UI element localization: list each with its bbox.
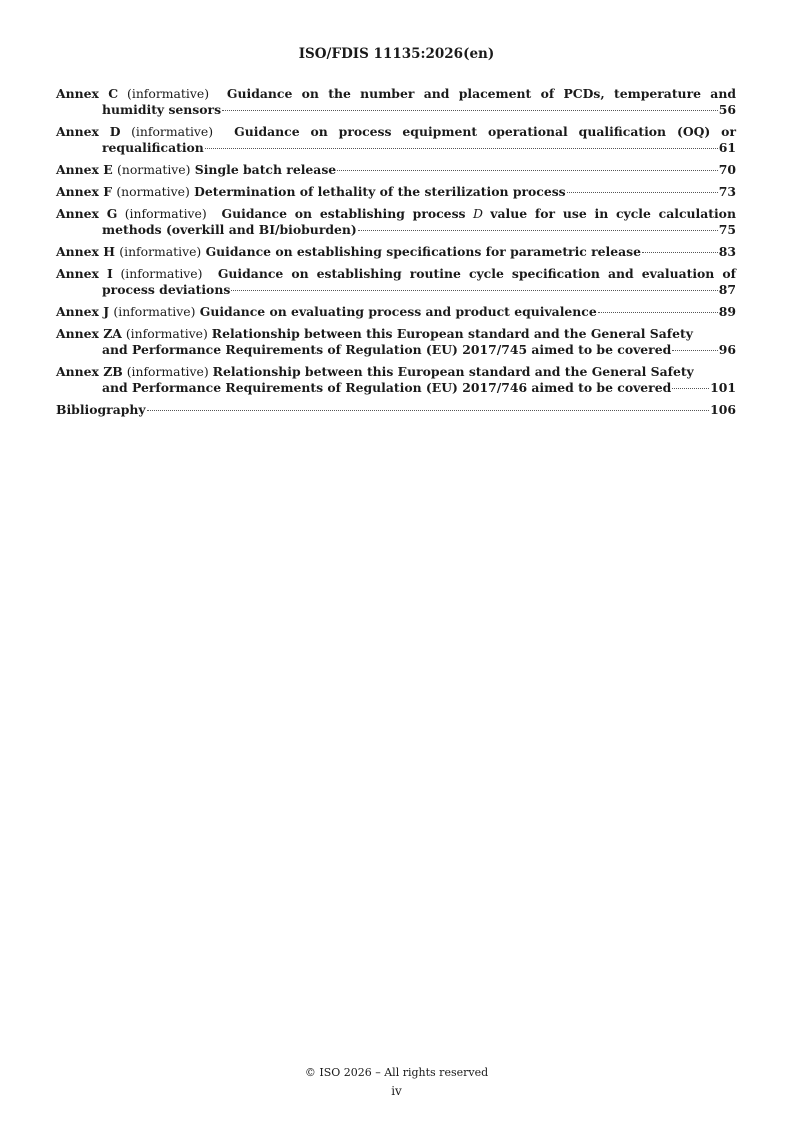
annex-title-line-1: Relationship between this European standard and the General Safety <box>211 326 693 341</box>
annex-title-line-2: methods (overkill and BI/bioburden) <box>102 222 357 237</box>
annex-label: Annex ZB <box>56 364 123 379</box>
page-number: 61 <box>718 140 736 155</box>
annex-title-line-2: and Performance Requirements of Regulation (EU) 2017/746 aimed to be covered <box>102 380 672 395</box>
page-number: 70 <box>718 162 736 177</box>
annex-label: Annex D <box>56 124 121 139</box>
annex-title-line-1: Guidance on the number and placement of PCDs, temperature and <box>226 86 736 101</box>
copyright-footer: © ISO 2026 – All rights reserved <box>304 1066 489 1079</box>
annex-title: Determination of lethality of the sterilization process <box>194 184 566 199</box>
annex-title-line-2: requalification <box>102 140 204 155</box>
annex-label: Annex H <box>56 244 115 259</box>
toc-entry-annex-zb[interactable] <box>56 364 736 396</box>
annex-type: (informative) <box>125 326 208 341</box>
page-number: 87 <box>718 282 736 297</box>
dot-leader <box>672 388 709 389</box>
dot-leader <box>231 290 717 291</box>
dot-leader <box>205 148 718 149</box>
annex-title: Guidance on evaluating process and product equivalence <box>199 304 597 319</box>
dot-leader <box>147 410 710 411</box>
annex-type: (informative) <box>119 244 202 259</box>
annex-label: Annex C <box>56 86 119 101</box>
annex-label: Annex I <box>56 266 113 281</box>
page-number: 73 <box>718 184 736 199</box>
toc-entry-annex-i[interactable] <box>56 266 736 298</box>
d-variable: D <box>472 206 483 221</box>
toc-entry-annex-e[interactable] <box>56 162 736 178</box>
annex-title-line-2: process deviations <box>102 282 231 297</box>
dot-leader <box>337 170 718 171</box>
dot-leader <box>672 350 718 351</box>
annex-title-line-2: and Performance Requirements of Regulation (EU) 2017/745 aimed to be covered <box>102 342 672 357</box>
annex-title-line-1a: Guidance on establishing process <box>221 206 466 221</box>
page-number: 56 <box>718 102 736 117</box>
page-number: 75 <box>718 222 736 237</box>
annex-title-line-1: Relationship between this European standard and the General Safety <box>212 364 694 379</box>
toc-entry-annex-j[interactable] <box>56 304 736 320</box>
annex-title-line-1: Guidance on process equipment operational qualification (OQ) or <box>234 124 736 139</box>
page-number-footer: iv <box>391 1084 402 1098</box>
toc-entry-bibliography[interactable] <box>56 402 736 418</box>
toc-entry-annex-d[interactable] <box>56 124 736 156</box>
annex-label: Annex ZA <box>56 326 122 341</box>
bibliography-title: Bibliography <box>56 402 146 417</box>
dot-leader <box>567 192 718 193</box>
page-number: 89 <box>718 304 736 319</box>
toc-entry-annex-h[interactable] <box>56 244 736 260</box>
page-number: 83 <box>718 244 736 259</box>
annex-label: Annex J <box>56 304 110 319</box>
annex-title-line-1: Guidance on establishing routine cycle specification and evaluation of <box>217 266 736 281</box>
annex-title-line-1b: value for use in cycle calculation <box>490 206 736 221</box>
annex-title: Single batch release <box>194 162 337 177</box>
toc-entry-annex-g[interactable] <box>56 206 736 238</box>
annex-type: (informative) <box>113 304 196 319</box>
dot-leader <box>642 252 718 253</box>
annex-type: (informative) <box>126 364 209 379</box>
annex-title: Guidance on establishing specifications for parametric release <box>205 244 642 259</box>
annex-label: Annex E <box>56 162 113 177</box>
toc-entry-annex-c[interactable] <box>56 86 736 118</box>
annex-type: (informative) <box>120 266 203 281</box>
dot-leader <box>598 312 718 313</box>
toc-entry-annex-f[interactable] <box>56 184 736 200</box>
document-header: ISO/FDIS 11135:2026(en) <box>298 46 495 62</box>
toc-entry-annex-za[interactable] <box>56 326 736 358</box>
annex-type: (informative) <box>127 86 210 101</box>
annex-type: (normative) <box>117 162 191 177</box>
annex-type: (informative) <box>124 206 207 221</box>
table-of-contents <box>56 86 736 424</box>
annex-type: (informative) <box>131 124 214 139</box>
page-number: 106 <box>710 402 736 417</box>
page-number: 96 <box>718 342 736 357</box>
dot-leader <box>222 110 718 111</box>
annex-label: Annex G <box>56 206 118 221</box>
annex-type: (normative) <box>116 184 190 199</box>
annex-label: Annex F <box>56 184 113 199</box>
annex-title-line-2: humidity sensors <box>102 102 222 117</box>
page-number: 101 <box>710 380 736 395</box>
dot-leader <box>358 230 718 231</box>
